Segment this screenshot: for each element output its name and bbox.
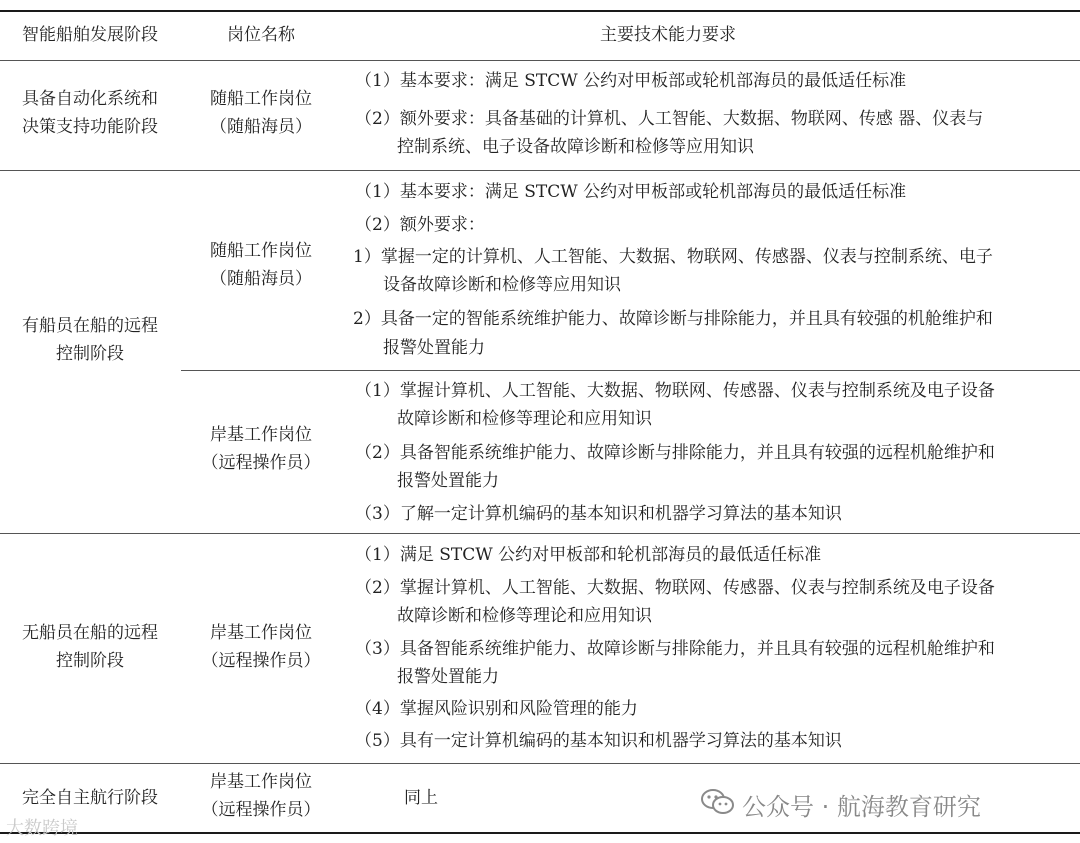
row2-stage-line2: 控制阶段 xyxy=(56,344,124,364)
row2a-position-line1: 随船工作岗位 xyxy=(210,241,312,261)
row3-req-1: （1）满足 STCW 公约对甲板部和轮机部海员的最低适任标准 xyxy=(355,545,822,565)
row1-position-line2: （随船海员） xyxy=(210,117,312,137)
row2b-req-5: （3）了解一定计算机编码的基本知识和机器学习算法的基本知识 xyxy=(355,504,842,524)
row3-req-4: （3）具备智能系统维护能力、故障诊断与排除能力，并且具有较强的远程机舱维护和 xyxy=(355,639,995,659)
row3-stage-line1: 无船员在船的远程 xyxy=(22,623,158,643)
row2a-req-5: 2）具备一定的智能系统维护能力、故障诊断与排除能力，并且具有较强的机舱维护和 xyxy=(353,309,993,329)
row3-stage-line2: 控制阶段 xyxy=(56,651,124,671)
row2a-req-6: 报警处置能力 xyxy=(383,338,485,358)
row-rule-2 xyxy=(0,533,1080,534)
row3-req-2: （2）掌握计算机、人工智能、大数据、物联网、传感器、仪表与控制系统及电子设备 xyxy=(355,578,995,598)
row-rule-1 xyxy=(0,170,1080,171)
row4-position-line1: 岸基工作岗位 xyxy=(210,772,312,792)
row3-position-line2: （远程操作员） xyxy=(201,651,321,671)
row3-req-6: （4）掌握风险识别和风险管理的能力 xyxy=(355,699,638,719)
row1-stage-line1: 具备自动化系统和 xyxy=(22,89,158,109)
row1-req-3: 控制系统、电子设备故障诊断和检修等应用知识 xyxy=(397,137,754,157)
row4-position-line2: （远程操作员） xyxy=(201,800,321,820)
row3-req-5: 报警处置能力 xyxy=(397,667,499,687)
row3-req-3: 故障诊断和检修等理论和应用知识 xyxy=(397,606,652,626)
table-bottom-rule xyxy=(0,832,1080,834)
row2b-req-1: （1）掌握计算机、人工智能、大数据、物联网、传感器、仪表与控制系统及电子设备 xyxy=(355,381,995,401)
row3-position-line1: 岸基工作岗位 xyxy=(210,623,312,643)
row2b-req-4: 报警处置能力 xyxy=(397,471,499,491)
row2a-req-2: （2）额外要求： xyxy=(355,215,485,235)
row2b-req-3: （2）具备智能系统维护能力、故障诊断与排除能力，并且具有较强的远程机舱维护和 xyxy=(355,443,995,463)
row2a-req-3: 1）掌握一定的计算机、人工智能、大数据、物联网、传感器、仪表与控制系统、电子 xyxy=(353,247,993,267)
row2b-position-line1: 岸基工作岗位 xyxy=(210,425,312,445)
row-rule-3 xyxy=(0,763,1080,764)
row1-stage-line2: 决策支持功能阶段 xyxy=(22,117,158,137)
row3-req-7: （5）具有一定计算机编码的基本知识和机器学习算法的基本知识 xyxy=(355,731,842,751)
wechat-icon xyxy=(700,787,736,817)
row1-req-1: （1）基本要求：满足 STCW 公约对甲板部或轮机部海员的最低适任标准 xyxy=(355,71,907,91)
header-position: 岗位名称 xyxy=(227,25,295,45)
row4-stage: 完全自主航行阶段 xyxy=(22,788,158,808)
row2a-req-1: （1）基本要求：满足 STCW 公约对甲板部或轮机部海员的最低适任标准 xyxy=(355,182,907,202)
row1-req-2: （2）额外要求：具备基础的计算机、人工智能、大数据、物联网、传感 器、仪表与 xyxy=(355,109,984,129)
header-rule xyxy=(0,60,1080,61)
header-requirements: 主要技术能力要求 xyxy=(600,25,736,45)
row2b-req-2: 故障诊断和检修等理论和应用知识 xyxy=(397,409,652,429)
wechat-watermark xyxy=(700,781,1060,821)
row2a-position-line2: （随船海员） xyxy=(210,269,312,289)
subrow-rule xyxy=(181,370,1080,371)
watermark-text: 公众号 · 航海教育研究 xyxy=(742,793,981,821)
table-top-rule xyxy=(0,10,1080,12)
row2-stage-line1: 有船员在船的远程 xyxy=(22,316,158,336)
corner-watermark: 大数跨境 xyxy=(6,818,78,839)
header-stage: 智能船舶发展阶段 xyxy=(22,25,158,45)
row1-position-line1: 随船工作岗位 xyxy=(210,89,312,109)
row2b-position-line2: （远程操作员） xyxy=(201,453,321,473)
row2a-req-4: 设备故障诊断和检修等应用知识 xyxy=(383,275,621,295)
row4-req: 同上 xyxy=(404,788,438,808)
